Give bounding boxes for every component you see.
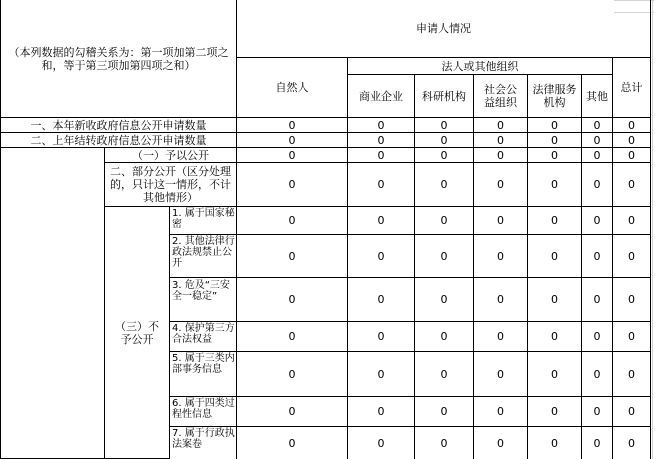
row-label-new-requests[interactable]: [0, 118, 237, 133]
value-cell[interactable]: 0: [582, 118, 613, 133]
org-col-header[interactable]: [348, 75, 415, 118]
sub-item-label[interactable]: [170, 207, 237, 235]
value-cell[interactable]: 0: [474, 427, 528, 459]
value-cell[interactable]: 0: [415, 133, 474, 148]
value-cell[interactable]: 0: [528, 133, 582, 148]
value-cell[interactable]: 0: [582, 235, 613, 278]
org-col-header[interactable]: [415, 75, 474, 118]
org-col-header[interactable]: [528, 75, 582, 118]
row-label-text: 二、部分公开（区分处理的，只计这一情形，不计其他情形）: [110, 165, 231, 204]
value-cell[interactable]: 0: [613, 322, 651, 352]
value-cell[interactable]: 0: [582, 352, 613, 397]
value-cell[interactable]: 0: [237, 163, 348, 207]
value-cell[interactable]: 0: [237, 118, 348, 133]
value-cell[interactable]: 0: [474, 235, 528, 278]
value-cell[interactable]: 0: [348, 427, 415, 459]
row-label-text: （三）不予公开: [115, 319, 159, 346]
value-cell[interactable]: 0: [415, 352, 474, 397]
value-cell[interactable]: 0: [613, 163, 651, 207]
sub-item-label[interactable]: [170, 278, 237, 322]
value-cell[interactable]: 0: [582, 133, 613, 148]
value-cell[interactable]: 0: [474, 207, 528, 235]
value-cell[interactable]: 0: [474, 397, 528, 427]
value-cell[interactable]: 0: [613, 352, 651, 397]
org-col-label: 商业企业: [359, 89, 403, 103]
value-cell[interactable]: 0: [348, 235, 415, 278]
gridline: [652, 0, 653, 459]
value-cell[interactable]: 0: [237, 322, 348, 352]
value-cell[interactable]: 0: [348, 148, 415, 163]
value-cell[interactable]: 0: [348, 207, 415, 235]
org-col-label: 科研机构: [422, 89, 466, 103]
value-cell[interactable]: 0: [528, 397, 582, 427]
sub-item-text: 7. 属于行政执法案卷: [172, 428, 235, 450]
row-label-blank-block: [0, 148, 105, 459]
total-header[interactable]: [613, 58, 651, 118]
sub-item-label[interactable]: [170, 352, 237, 397]
sub-item-label[interactable]: [170, 427, 237, 459]
applicant-info-label: 申请人情况: [416, 22, 471, 35]
value-cell[interactable]: 0: [348, 352, 415, 397]
row-label-carried-requests[interactable]: [0, 133, 237, 148]
sub-item-text: 1. 属于国家秘密: [172, 208, 235, 230]
value-cell[interactable]: 0: [348, 133, 415, 148]
value-cell[interactable]: 0: [348, 322, 415, 352]
sub-item-text: 2. 其他法律行政法规禁止公开: [172, 236, 235, 269]
value-cell[interactable]: 0: [415, 163, 474, 207]
value-cell[interactable]: 0: [237, 427, 348, 459]
value-cell[interactable]: 0: [613, 235, 651, 278]
sub-item-text: 4. 保护第三方合法权益: [172, 323, 235, 345]
natural-person-header[interactable]: [237, 58, 348, 118]
value-cell[interactable]: 0: [582, 163, 613, 207]
value-cell[interactable]: 0: [237, 278, 348, 322]
org-col-header[interactable]: [474, 75, 528, 118]
header-note-cell[interactable]: [0, 0, 237, 118]
row-label-not-open-group[interactable]: [105, 207, 170, 459]
value-cell[interactable]: 0: [348, 118, 415, 133]
value-cell[interactable]: 0: [528, 427, 582, 459]
value-cell[interactable]: 0: [237, 397, 348, 427]
value-cell[interactable]: 0: [613, 397, 651, 427]
value-cell[interactable]: 0: [528, 207, 582, 235]
value-cell[interactable]: 0: [348, 163, 415, 207]
legal-group-header[interactable]: [348, 58, 613, 75]
value-cell[interactable]: 0: [582, 322, 613, 352]
value-cell[interactable]: 0: [415, 278, 474, 322]
org-col-label: 法律服务机构: [532, 83, 577, 109]
value-cell[interactable]: 0: [415, 322, 474, 352]
value-cell[interactable]: 0: [348, 397, 415, 427]
value-cell[interactable]: 0: [237, 148, 348, 163]
org-col-label: 其他: [586, 89, 608, 103]
sub-item-text: 5. 属于三类内部事务信息: [172, 353, 235, 375]
value-cell[interactable]: 0: [237, 133, 348, 148]
applicant-info-header[interactable]: [237, 0, 651, 58]
value-cell[interactable]: 0: [528, 163, 582, 207]
row-label-text: （一）予以公开: [132, 148, 209, 162]
value-cell[interactable]: 0: [348, 278, 415, 322]
value-cell[interactable]: 0: [415, 427, 474, 459]
value-cell[interactable]: 0: [613, 148, 651, 163]
row-label-open[interactable]: [105, 148, 237, 163]
value-cell[interactable]: 0: [474, 278, 528, 322]
value-cell[interactable]: 0: [582, 278, 613, 322]
org-col-header[interactable]: [582, 75, 613, 118]
value-cell[interactable]: 0: [528, 118, 582, 133]
value-cell[interactable]: 0: [474, 352, 528, 397]
value-cell[interactable]: 0: [613, 427, 651, 459]
sub-item-text: 3. 危及“三安全一稳定”: [172, 280, 230, 302]
value-cell[interactable]: 0: [415, 148, 474, 163]
value-cell[interactable]: 0: [613, 278, 651, 322]
value-cell[interactable]: 0: [528, 322, 582, 352]
total-label: 总计: [620, 81, 643, 94]
value-cell[interactable]: 0: [415, 118, 474, 133]
value-cell[interactable]: 0: [415, 397, 474, 427]
value-cell[interactable]: 0: [582, 207, 613, 235]
row-label-text: 二、上年结转政府信息公开申请数量: [30, 133, 207, 147]
value-cell[interactable]: 0: [415, 235, 474, 278]
header-note: （本列数据的勾稽关系为：第一项加第二项之和，等于第三项加第四项之和）: [8, 45, 229, 72]
value-cell[interactable]: 0: [582, 397, 613, 427]
org-col-label: 社会公益组织: [484, 83, 517, 109]
value-cell[interactable]: 0: [528, 148, 582, 163]
sub-item-label[interactable]: [170, 397, 237, 427]
sub-item-label[interactable]: [170, 322, 237, 352]
value-cell[interactable]: 0: [528, 235, 582, 278]
value-cell[interactable]: 0: [237, 235, 348, 278]
value-cell[interactable]: 0: [474, 148, 528, 163]
sub-item-text: 6. 属于四类过程性信息: [172, 398, 235, 420]
value-cell[interactable]: 0: [613, 207, 651, 235]
value-cell[interactable]: 0: [237, 207, 348, 235]
value-cell[interactable]: 0: [582, 148, 613, 163]
value-cell[interactable]: 0: [528, 352, 582, 397]
value-cell[interactable]: 0: [474, 118, 528, 133]
legal-group-label: 法人或其他组织: [441, 59, 519, 73]
value-cell[interactable]: 0: [474, 163, 528, 207]
value-cell[interactable]: 0: [474, 322, 528, 352]
value-cell[interactable]: 0: [237, 352, 348, 397]
value-cell[interactable]: 0: [474, 133, 528, 148]
row-label-text: 一、本年新收政府信息公开申请数量: [30, 118, 207, 132]
value-cell[interactable]: 0: [528, 278, 582, 322]
value-cell[interactable]: 0: [415, 207, 474, 235]
row-label-partial-open[interactable]: [105, 163, 237, 207]
value-cell[interactable]: 0: [613, 133, 651, 148]
value-cell[interactable]: 0: [613, 118, 651, 133]
sub-item-label[interactable]: [170, 235, 237, 278]
value-cell[interactable]: 0: [582, 427, 613, 459]
natural-person-label: 自然人: [275, 81, 309, 94]
